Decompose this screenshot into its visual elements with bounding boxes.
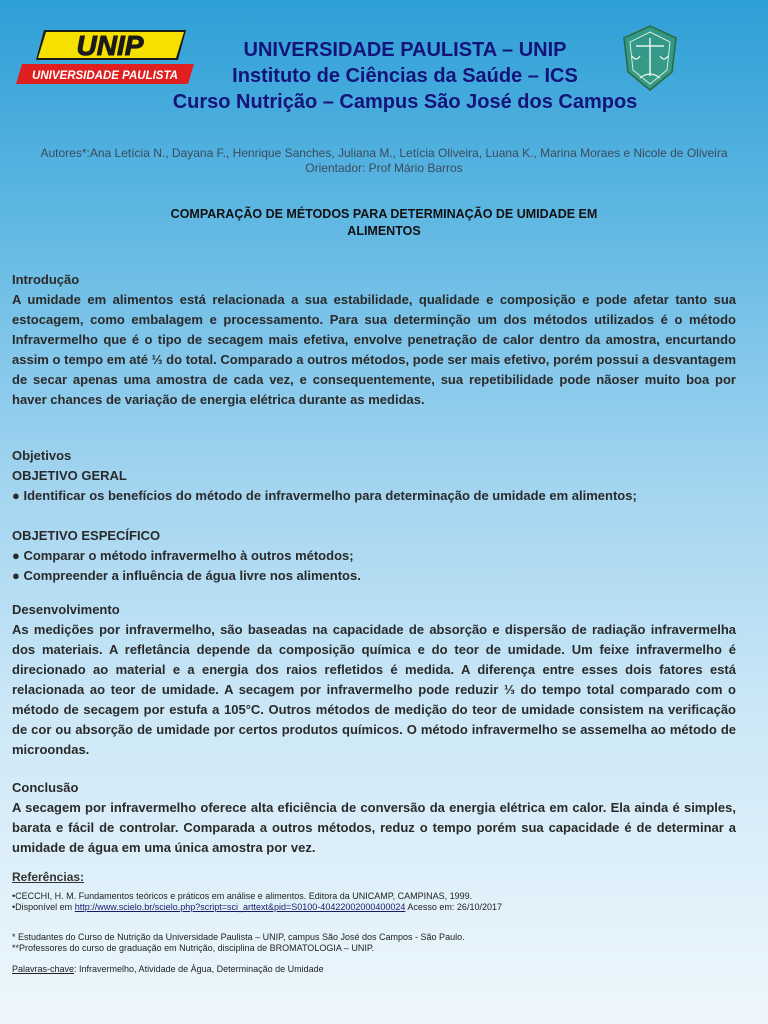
course-name: Curso Nutrição – Campus São José dos Campos — [172, 91, 638, 113]
reference-item: •CECCHI, H. M. Fundamentos teóricos e práticos em análise e alimentos. Editora da UNICAMP, CAMPINAS, 1999. — [12, 891, 473, 901]
unip-logo-wordmark: UNIP — [76, 30, 144, 61]
intro-section — [12, 270, 736, 410]
specific-objective-item: ● Comparar o método infravermelho à outros métodos; — [12, 548, 354, 563]
conclusion-text: A secagem por infravermelho oferece alta eficiência de conversão da energia elétrica em calor. Ela ainda é simples, barata e fácil de controlar. Comparada a outros métodos, reduz o tempo porém sua capacidade é de determinar a umidade de água em uma única amostra por vez. — [12, 800, 736, 855]
footnotes — [12, 932, 752, 954]
header — [140, 38, 670, 115]
advisor-line: Orientador: Prof Mário Barros — [305, 161, 463, 175]
general-objective-item: ● Identificar os benefícios do método de infravermelho para determinação de umidade em alimentos; — [12, 488, 637, 503]
poster-title: COMPARAÇÃO DE MÉTODOS PARA DETERMINAÇÃO DE UMIDADE EM ALIMENTOS — [170, 207, 598, 238]
keywords — [12, 964, 752, 975]
specific-objective-heading: OBJETIVO ESPECÍFICO — [12, 528, 161, 543]
intro-heading: Introdução — [12, 272, 80, 287]
objectives-heading: Objetivos — [12, 448, 72, 463]
footnote-students: * Estudantes do Curso de Nutrição da Universidade Paulista – UNIP, campus São José dos Campos - São Paulo. — [12, 932, 465, 942]
keywords-text: : Infravermelho, Atividade de Água, Determinação de Umidade — [74, 964, 324, 974]
general-objective-heading: OBJETIVO GERAL — [12, 468, 127, 483]
keywords-label: Palavras-chave — [12, 964, 75, 974]
footnote-professors: **Professores do curso de graduação em Nutrição, disciplina de BROMATOLOGIA – UNIP. — [12, 943, 375, 953]
authors — [10, 146, 758, 176]
reference-item: •Disponível em http://www.scielo.br/scielo.php?script=sci_arttext&pid=S0100-40422002000400024 Acesso em: 26/10/2017 — [12, 902, 502, 912]
unip-logo-subtitle: UNIVERSIDADE PAULISTA — [32, 70, 178, 82]
development-section — [12, 600, 736, 760]
intro-text: A umidade em alimentos está relacionada a sua estabilidade, qualidade e composição e pode afetar tanto sua estocagem, como embalagem e processamento. Para sua determinção um dos métodos utilizados é o método Infravermelho que é o tipo de secagem mais efetiva, envolve penetração de calor dentro da amostra, encurtando assim o tempo em até ⅓ do total. Comparado a outros métodos, pode ser mais efetivo, porém possui a desvantagem de secar apenas uma amostra de cada vez, e consequentemente, sua repetibilidade pode nãoser muito boa por haver chances de variação de energia elétrica durante as medidas. — [12, 292, 736, 407]
references — [12, 872, 752, 913]
reference-link[interactable]: http://www.scielo.br/scielo.php?script=sci_arttext&pid=S0100-40422002000400024 — [74, 902, 406, 912]
conclusion-heading: Conclusão — [12, 780, 79, 795]
institute-name: Instituto de Ciências da Saúde – ICS — [232, 65, 578, 87]
references-heading: Referências: — [12, 870, 85, 884]
authors-line: Autores*:Ana Letícia N., Dayana F., Henrique Sanches, Juliana M., Letícia Oliveira, Luana K., Marina Moraes e Nicole de Oliveira — [40, 146, 728, 160]
university-name: UNIVERSIDADE PAULISTA – UNIP — [243, 39, 567, 61]
specific-objective-item: ● Compreender a influência de água livre nos alimentos. — [12, 568, 361, 583]
conclusion-section — [12, 778, 736, 858]
objectives-section — [12, 446, 736, 586]
development-heading: Desenvolvimento — [12, 602, 120, 617]
development-text: As medições por infravermelho, são baseadas na capacidade de absorção e dispersão de radiação infravermelha dos materiais. A refletância depende da composição química e do teor de umidade. Um feixe infravermelho é direcionado ao material e a energia dos raios refletidos é medida. A diferença entre esses dois fatores está relacionada ao teor de umidade. A secagem por infravermelho pode reduzir ⅓ do tempo total comparado com o método de secagem por estufa a 105°C. Outros métodos de medição do teor de umidade consistem na verificação de cor ou absorção de umidade por certos produtos químicos. O método infravermelho se assemelha ao método de microondas. — [12, 622, 736, 757]
